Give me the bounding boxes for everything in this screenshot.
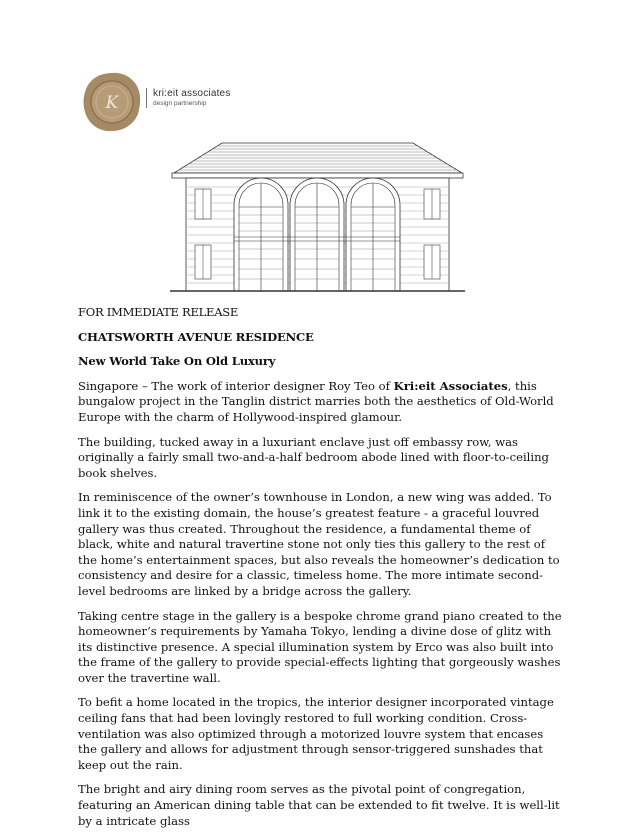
firm-name: Kri:eit Associates xyxy=(393,378,508,393)
svg-text:K: K xyxy=(105,93,119,113)
brand-name: kri:eit associates xyxy=(153,88,231,99)
building-elevation-drawing xyxy=(170,137,465,297)
release-kicker: FOR IMMEDIATE RELEASE xyxy=(78,305,239,319)
wax-seal-icon xyxy=(82,70,142,134)
paragraph-3: In reminiscence of the owner’s townhouse in London, a new wing was added. To link it to the existing domain, the house’s greatest feature - a graceful louvred gallery was thus created. Throughout the residence, a fundamental theme of black, white and natural travertine stone not only ties this gallery to the rest of the home’s entertainment spaces, but also reveals the homeowner’s dedication to consistency and desire for a classic, timeless home. The more intimate second-level bedrooms are linked by a bridge across the gallery. xyxy=(78,490,560,598)
paragraph-4: Taking centre stage in the gallery is a bespoke chrome grand piano created to the homeowner’s requirements by Yamaha Tokyo, lending a divine dose of glitz with its distinctive presence. A special illumination system by Erco was also built into the frame of the gallery to provide special-effects lighting that gorgeously washes over the travertine wall. xyxy=(78,608,562,685)
paragraph-1: Singapore – The work of interior designer Roy Teo of Kri:eit Associates, this bungalow project in the Tanglin district marries both the aesthetics of Old-World Europe with the charm of Hollywood-inspired glamour. xyxy=(78,378,554,424)
company-logo xyxy=(82,70,262,140)
paragraph-6: The bright and airy dining room serves as the pivotal point of congregation, featuring an American dining table that can be extended to fit twelve. It is well-lit by a intricate glass xyxy=(78,782,560,828)
paragraph-5: To befit a home located in the tropics, the interior designer incorporated vintage ceiling fans that had been lovingly restored to full working condition. Cross-ventilation was also optimized through a motorized louvre system that encases the gallery and allows for adjustment through sensor-triggered sunshades that keep out the rain. xyxy=(78,695,554,772)
paragraph-2: The building, tucked away in a luxuriant enclave just off embassy row, was originally a fairly small two-and-a-half bedroom abode lined with floor-to-ceiling book shelves. xyxy=(78,434,549,480)
press-release-body xyxy=(78,305,563,838)
release-subtitle: New World Take On Old Luxury xyxy=(78,354,276,369)
release-title: CHATSWORTH AVENUE RESIDENCE xyxy=(78,329,314,344)
brand-tagline: design partnership xyxy=(153,100,207,107)
